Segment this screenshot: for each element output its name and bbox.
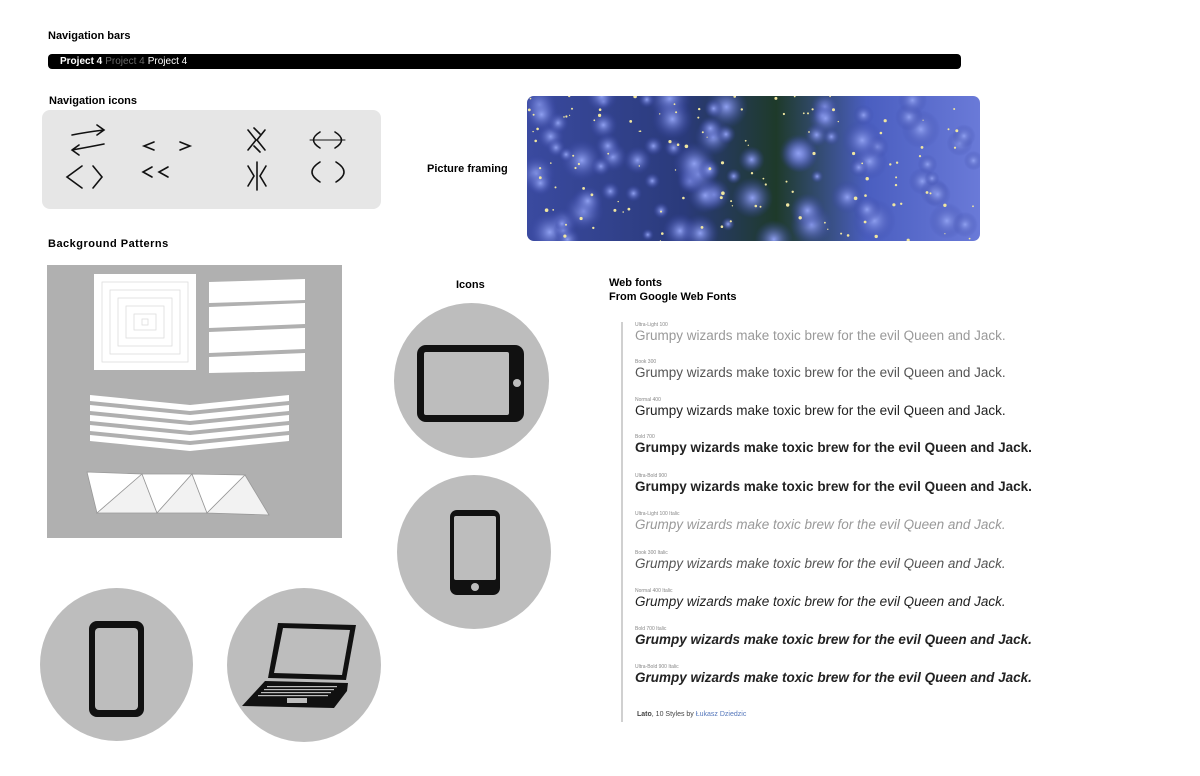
flower-stamen <box>536 128 539 131</box>
font-sample-row <box>635 397 1006 419</box>
flower-stamen <box>948 128 950 130</box>
flower-bloom <box>849 158 868 177</box>
flower-stamen <box>854 197 858 201</box>
flower-stamen <box>786 181 788 183</box>
bg-patterns-heading: Background Patterns <box>48 238 169 250</box>
tablet-icon[interactable] <box>394 303 549 458</box>
bg-patterns-art <box>47 265 342 538</box>
flower-stamen <box>751 172 753 174</box>
flower-bloom <box>555 217 570 232</box>
flower-stamen <box>832 108 835 111</box>
flower-stamen <box>674 103 676 105</box>
flower-stamen <box>533 114 535 116</box>
font-sample-caption: Bold 700 <box>635 434 655 440</box>
flower-stamen <box>698 108 700 110</box>
flower-stamen <box>668 140 671 143</box>
flower-stamen <box>563 116 565 118</box>
flower-stamen <box>539 176 542 179</box>
flower-stamen <box>953 108 955 110</box>
flower-stamen <box>571 108 573 110</box>
flower-bloom <box>644 173 660 189</box>
phone-icon[interactable] <box>40 588 193 741</box>
flower-stamen <box>591 193 594 196</box>
flower-photo-art <box>527 96 980 241</box>
flower-stamen <box>534 140 537 143</box>
flower-stamen <box>530 98 532 100</box>
flower-bloom <box>952 212 977 237</box>
flower-stamen <box>574 167 576 169</box>
font-sample-caption: Ultra-Light 100 <box>635 322 668 328</box>
converging-arrows-icon[interactable] <box>248 128 265 152</box>
flower-stamen <box>812 108 814 110</box>
font-sample-text: Grumpy wizards make toxic brew for the evil Queen and Jack. <box>635 479 1032 494</box>
font-sample-row <box>635 434 1032 456</box>
font-sample-caption: Normal 400 <box>635 397 661 403</box>
flower-stamen <box>812 152 815 155</box>
flower-stamen <box>803 112 805 114</box>
flower-stamen <box>532 131 533 132</box>
flower-stamen <box>807 112 809 114</box>
flower-stamen <box>875 235 878 238</box>
flower-stamen <box>528 109 531 112</box>
flower-stamen <box>763 178 765 180</box>
flower-stamen <box>847 234 850 237</box>
flower-bloom <box>591 156 611 176</box>
flower-stamen <box>954 147 956 149</box>
flower-stamen <box>972 205 974 207</box>
flower-stamen <box>852 152 855 155</box>
flower-stamen <box>555 186 557 188</box>
flower-stamen <box>593 119 595 121</box>
flower-stamen <box>864 221 867 224</box>
flower-bloom <box>738 146 764 172</box>
zigzag-pattern <box>90 395 289 451</box>
flower-stamen <box>760 206 762 208</box>
flower-stamen <box>628 208 631 211</box>
flower-stamen <box>607 153 609 155</box>
font-sample-row <box>635 359 1006 381</box>
flower-stamen <box>896 162 898 164</box>
font-sample-text: Grumpy wizards make toxic brew for the evil Queen and Jack. <box>635 594 1006 609</box>
flower-stamen <box>599 108 602 111</box>
flower-stamen <box>895 184 897 186</box>
flower-bloom <box>732 177 773 218</box>
flower-photo <box>527 96 980 241</box>
flower-bloom <box>853 196 881 224</box>
font-sample-caption: Ultra-Bold 900 Italic <box>635 664 679 670</box>
swap-arrows-icon[interactable] <box>72 125 104 155</box>
font-credit-name: Lato <box>637 711 652 718</box>
flower-bloom <box>698 159 721 182</box>
nav-bar-item[interactable]: Project 4 <box>147 56 188 67</box>
flower-stamen <box>840 233 842 235</box>
flower-stamen <box>565 115 567 117</box>
flower-stamen <box>861 163 863 165</box>
picture-framing-label: Picture framing <box>427 163 508 175</box>
flower-stamen <box>866 177 869 180</box>
flower-stamen <box>748 145 749 146</box>
flower-bloom <box>721 217 735 231</box>
flower-bloom <box>652 98 693 139</box>
nav-icons-panel <box>42 110 381 209</box>
flower-stamen <box>709 167 712 170</box>
nav-bar <box>48 54 961 69</box>
flower-bloom <box>779 134 818 173</box>
nav-bar-item[interactable]: Project 4 <box>105 56 145 67</box>
font-sample-caption: Normal 400 Italic <box>635 588 673 594</box>
font-sample-text: Grumpy wizards make toxic brew for the evil Queen and Jack. <box>635 556 1006 571</box>
flower-stamen <box>930 192 932 194</box>
flower-bloom <box>558 147 573 162</box>
font-sample-caption: Ultra-Light 100 Italic <box>635 511 680 517</box>
flower-stamen <box>884 119 887 122</box>
flower-bloom <box>790 193 825 228</box>
flower-stamen <box>545 208 549 212</box>
flower-stamen <box>745 140 747 142</box>
font-sample-row <box>635 550 1006 572</box>
flower-bloom <box>653 202 669 218</box>
flower-stamen <box>639 165 640 166</box>
flower-stamen <box>943 204 946 207</box>
flower-stamen <box>660 211 662 213</box>
flower-stamen <box>598 114 601 117</box>
flower-stamen <box>923 120 924 121</box>
phone-icon[interactable] <box>397 475 551 629</box>
bg-patterns-panel <box>47 265 342 538</box>
phone-icon-circle <box>40 588 193 741</box>
flower-stamen <box>730 220 732 222</box>
flower-stamen <box>539 167 541 169</box>
flower-stamen <box>580 217 583 220</box>
double-chevron-left-icon[interactable] <box>143 167 168 177</box>
flower-stamen <box>613 209 616 212</box>
flower-stamen <box>730 200 732 202</box>
prev-next-icon[interactable] <box>144 142 190 150</box>
flower-bloom <box>924 181 951 208</box>
flower-stamen <box>892 203 895 206</box>
flower-stamen <box>880 132 883 135</box>
flower-bloom <box>625 185 642 202</box>
font-sample-text: Grumpy wizards make toxic brew for the evil Queen and Jack. <box>635 328 1006 343</box>
font-sample-row <box>635 322 1006 344</box>
flower-stamen <box>799 216 802 219</box>
flower-bloom <box>925 171 940 186</box>
font-sample-text: Grumpy wizards make toxic brew for the evil Queen and Jack. <box>635 632 1032 647</box>
icons-heading: Icons <box>456 279 485 291</box>
flower-stamen <box>765 183 767 185</box>
font-sample-row <box>635 473 1032 495</box>
curved-brackets-icon[interactable] <box>310 132 345 148</box>
flower-stamen <box>838 121 839 122</box>
laptop-icon[interactable] <box>227 588 381 742</box>
flower-stamen <box>701 226 704 229</box>
diverging-arrows-icon[interactable] <box>248 162 266 190</box>
font-sample-caption: Bold 700 Italic <box>635 626 667 632</box>
flower-stamen <box>824 222 826 224</box>
flower-stamen <box>792 191 794 193</box>
font-sample-text: Grumpy wizards make toxic brew for the evil Queen and Jack. <box>635 365 1006 380</box>
flower-bloom <box>952 124 975 147</box>
flower-stamen <box>889 163 891 165</box>
font-credit-author[interactable]: Łukasz Dziedzic <box>695 711 747 718</box>
flower-stamen <box>732 205 733 206</box>
flower-stamen <box>661 232 664 235</box>
flower-stamen <box>552 209 554 211</box>
nav-bars-heading: Navigation bars <box>48 30 131 42</box>
banner-stripes-pattern <box>209 279 305 373</box>
flower-stamen <box>786 203 789 206</box>
flower-stamen <box>808 131 810 133</box>
font-sample-caption: Book 300 Italic <box>635 550 668 556</box>
flower-bloom <box>644 136 663 155</box>
flower-bloom <box>811 170 824 183</box>
font-sample-caption: Ultra-Bold 900 <box>635 473 667 479</box>
flower-stamen <box>563 235 566 238</box>
flower-stamen <box>721 161 724 164</box>
font-sample-row <box>635 588 1006 610</box>
flower-bloom <box>842 120 883 161</box>
font-sample-row <box>635 626 1032 648</box>
font-sample-text: Grumpy wizards make toxic brew for the evil Queen and Jack. <box>635 670 1032 685</box>
font-credit-count: , 10 Styles by <box>651 711 696 718</box>
font-sample-row <box>635 664 1032 686</box>
font-credit <box>637 711 746 718</box>
font-sample-text: Grumpy wizards make toxic brew for the evil Queen and Jack. <box>635 440 1032 455</box>
web-fonts-subheading: From Google Web Fonts <box>609 291 737 303</box>
flower-stamen <box>969 238 971 240</box>
flower-stamen <box>926 191 929 194</box>
flower-bloom <box>595 133 620 158</box>
font-sample-caption: Book 300 <box>635 359 657 365</box>
font-sample-text: Grumpy wizards make toxic brew for the evil Queen and Jack. <box>635 403 1006 418</box>
parentheses-icon[interactable] <box>312 162 344 182</box>
flower-stamen <box>682 197 685 200</box>
font-sample-row <box>635 511 1006 533</box>
flower-bloom <box>809 102 843 136</box>
web-fonts-heading: Web fonts <box>609 277 662 289</box>
flower-stamen <box>592 227 594 229</box>
flower-stamen <box>572 155 574 157</box>
flower-bloom <box>601 182 620 201</box>
flower-stamen <box>919 155 921 157</box>
laptop-icon-circle <box>227 588 381 742</box>
angle-brackets-icon[interactable] <box>67 166 102 188</box>
flower-stamen <box>675 111 677 113</box>
nav-bar-item[interactable]: Project 4 <box>60 56 103 67</box>
flower-bloom <box>726 169 741 184</box>
flower-stamen <box>578 163 580 165</box>
flower-bloom <box>698 116 722 140</box>
flower-stamen <box>640 130 642 132</box>
nav-icons-sheet <box>42 110 381 209</box>
flower-stamen <box>721 191 725 195</box>
flower-stamen <box>685 145 689 149</box>
flower-stamen <box>707 137 708 138</box>
nav-icons-heading: Navigation icons <box>49 95 138 107</box>
flower-stamen <box>618 201 619 202</box>
flower-stamen <box>741 108 743 110</box>
phone-icon-circle <box>397 475 551 629</box>
flower-bloom <box>527 170 553 196</box>
triangles-pattern <box>87 472 269 515</box>
flower-stamen <box>944 233 945 234</box>
font-sample-text: Grumpy wizards make toxic brew for the evil Queen and Jack. <box>635 517 1006 532</box>
flower-stamen <box>921 146 924 149</box>
flower-stamen <box>582 187 585 190</box>
flower-stamen <box>895 176 897 178</box>
flower-stamen <box>720 196 723 199</box>
flower-stamen <box>721 225 724 228</box>
flower-stamen <box>659 113 660 114</box>
flower-stamen <box>550 162 552 164</box>
flower-stamen <box>702 131 704 133</box>
flower-stamen <box>864 194 867 197</box>
flower-stamen <box>697 117 699 119</box>
flower-stamen <box>755 205 758 208</box>
flower-stamen <box>774 97 777 100</box>
flower-stamen <box>783 113 785 115</box>
flower-stamen <box>569 115 570 116</box>
flower-stamen <box>827 229 828 230</box>
flower-stamen <box>622 211 624 213</box>
flower-stamen <box>900 203 902 205</box>
tablet-icon-circle <box>394 303 549 458</box>
flower-bloom <box>704 99 723 118</box>
flower-stamen <box>677 143 680 146</box>
flower-stamen <box>565 224 567 226</box>
flower-stamen <box>629 120 632 123</box>
flower-bloom <box>642 229 654 241</box>
concentric-squares-pattern <box>94 274 196 370</box>
font-specimen-list <box>621 322 1043 722</box>
flower-stamen <box>675 169 676 170</box>
flower-bloom <box>572 186 603 217</box>
flower-stamen <box>955 129 958 132</box>
